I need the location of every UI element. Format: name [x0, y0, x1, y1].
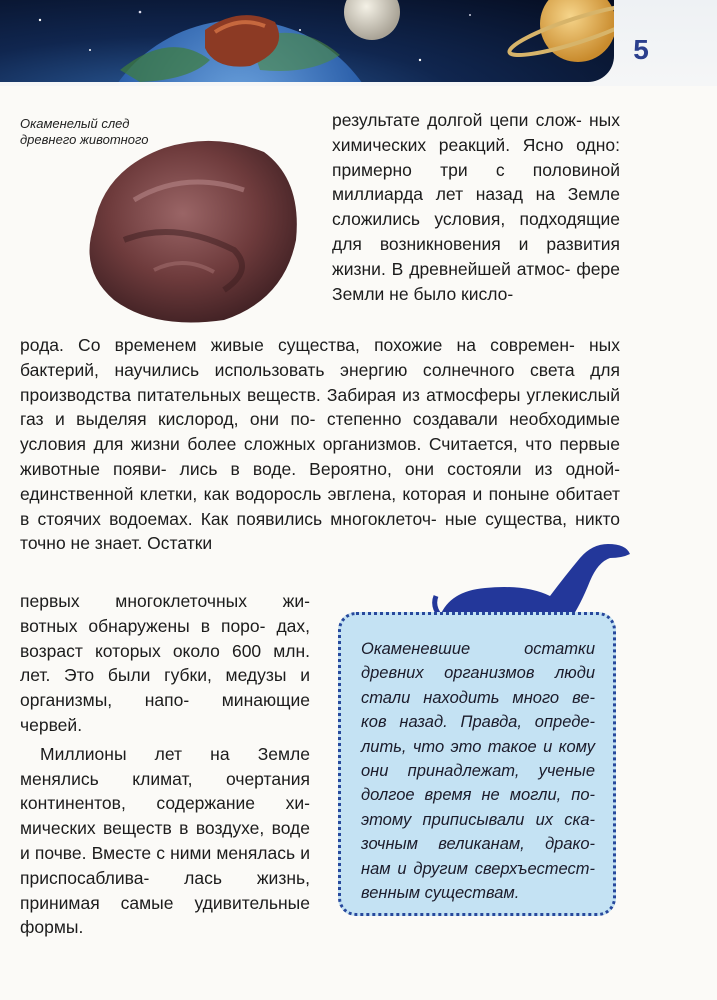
body-text-full-width: рода. Со временем живые существа, похожие на современ- ных бактерий, научились использовать энергию солнечного света для производства питательных веществ. Забирая из атмосферы углекислый газ и выделяя кислород, они по- степенно создавали необходимые условия для жизни более сложных организмов. Считается, что первые животные появи- лись в воде. Вероятно, они состояли из одной-единственной клетки, как водоросль эвглена, которая и поныне обитает в стоячих водоемах. Как появились многоклеточ- ные существа, никто точно не знает. Остатки — [20, 335, 620, 554]
paragraph-fossils: первых многоклеточных жи- вотных обнаружены в поро- дах, возраст которых около 600 млн. лет. Это были губки, медузы и организмы, напо- минающие червей. — [20, 591, 310, 735]
info-box: Окаменевшие остатки древних организмов люди стали находить много ве- ков назад. Правда, опреде- лить, что это такое и кому они принадлежат, ученые долгое время не могли, по- этому приписывали их ска- зочным великанам, драко- нам и другим сверхъестест- венным существам. — [338, 612, 616, 916]
body-text-right-column: результате долгой цепи слож- ных химических реакций. Ясно одно: примерно три с половиной миллиарда лет назад на Земле сложились условия, подходящие для возникновения и развития жизни. В древнейшей атмос- фере Земли не было кисло- — [332, 110, 620, 304]
page-number: 5 — [633, 34, 649, 65]
header-banner — [0, 0, 717, 86]
space-illustration — [0, 0, 614, 82]
figure-caption: Окаменелый след древнего животного — [20, 116, 149, 147]
paragraph-climate: Миллионы лет на Земле менялись климат, очертания континентов, содержание хи- мических веществ в воздухе, воде и почве. Вместе с ними менялась и приспосаблива- лась жизнь, принимая самые удивительные формы. — [20, 743, 310, 938]
body-text-left-column — [20, 589, 310, 940]
planets-image — [0, 0, 614, 82]
fossil-stone-image — [74, 130, 304, 330]
